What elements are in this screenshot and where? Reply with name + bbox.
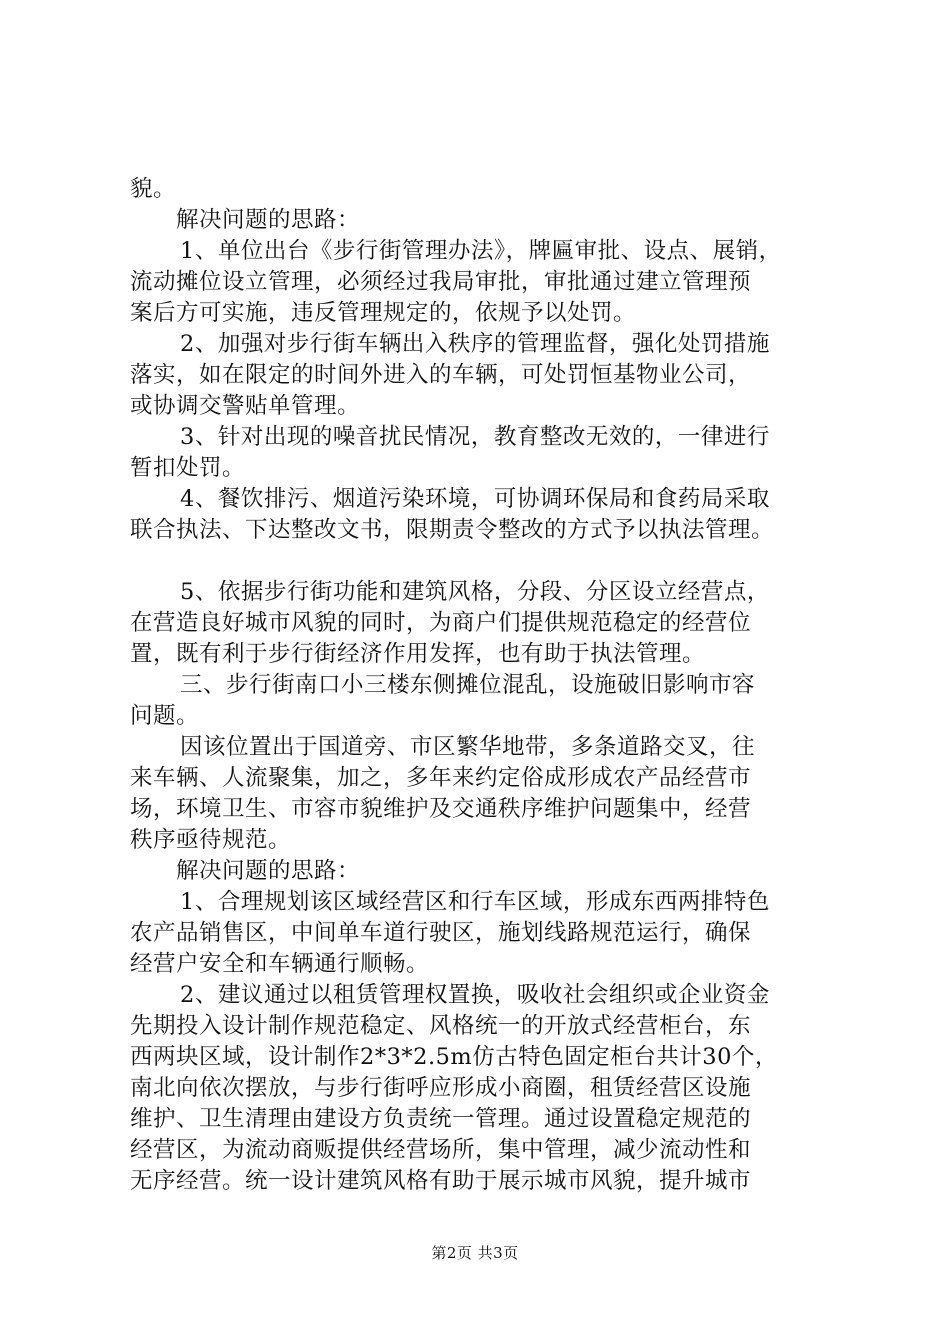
text-line: 5、依据步行街功能和建筑风格，分段、分区设立经营点， (180, 579, 770, 605)
text-line: 问题。 (130, 703, 200, 729)
text-line: 秩序亟待规范。 (130, 827, 292, 853)
text-line: 落实，如在限定的时间外进入的车辆，可处罚恒基物业公司， (130, 362, 752, 388)
text-line: 3、针对出现的噪音扰民情况，教育整改无效的，一律进行 (180, 424, 770, 450)
text-line: 暂扣处罚。 (130, 455, 246, 481)
text-line: 在营造良好城市风貌的同时，为商户们提供规范稳定的经营位 (130, 610, 752, 636)
text-line: 1、单位出台《步行街管理办法》，牌匾审批、设点、展销， (180, 238, 782, 264)
text-line: 1、合理规划该区域经营区和行车区域，形成东西两排特色 (180, 889, 770, 915)
paragraph-gap (130, 546, 860, 577)
text-line: 来车辆、人流聚集，加之，多年来约定俗成形成农产品经营市 (130, 765, 752, 791)
section-heading: 解决问题的思路： (176, 207, 361, 233)
text-line: 西两块区域，设计制作2*3*2.5m仿古特色固定柜台共计30个， (130, 1044, 778, 1070)
text-line: 南北向依次摆放，与步行街呼应形成小商圈，租赁经营区设施 (130, 1075, 752, 1101)
text-line: 或协调交警贴单管理。 (130, 393, 361, 419)
text-line: 联合执法、下达整改文书，限期责令整改的方式予以执法管理。 (130, 517, 775, 543)
text-line: 经营区，为流动商贩提供经营场所，集中管理，减少流动性和 (130, 1137, 752, 1163)
text-line: 2、建议通过以租赁管理权置换，吸收社会组织或企业资金 (180, 982, 770, 1008)
text-line: 流动摊位设立管理，必须经过我局审批，审批通过建立管理预 (130, 269, 752, 295)
text-line: 经营户安全和车辆通行顺畅。 (130, 951, 430, 977)
text-line: 先期投入设计制作规范稳定、风格统一的开放式经营柜台，东 (130, 1013, 752, 1039)
page-number-footer: 第2页 共3页 (431, 1244, 519, 1262)
text-line: 4、餐饮排污、烟道污染环境，可协调环保局和食药局采取 (180, 486, 770, 512)
text-line: 场，环境卫生、市容市貌维护及交通秩序维护问题集中，经营 (130, 796, 752, 822)
text-line: 2、加强对步行街车辆出入秩序的管理监督，强化处罚措施 (180, 331, 770, 357)
text-line: 因该位置出于国道旁、市区繁华地带，多条道路交叉，往 (180, 734, 756, 760)
text-line: 无序经营。统一设计建筑风格有助于展示城市风貌，提升城市 (130, 1168, 752, 1194)
document-body (130, 174, 860, 1197)
text-line: 维护、卫生清理由建设方负责统一管理。通过设置稳定规范的 (130, 1106, 752, 1132)
text-line: 貌。 (130, 176, 177, 202)
text-line: 置，既有利于步行街经济作用发挥，也有助于执法管理。 (130, 641, 706, 667)
text-line: 案后方可实施，违反管理规定的，依规予以处罚。 (130, 300, 637, 326)
section-heading: 三、步行街南口小三楼东侧摊位混乱，设施破旧影响市容 (180, 672, 756, 698)
section-heading: 解决问题的思路： (176, 858, 361, 884)
text-line: 农产品销售区，中间单车道行驶区，施划线路规范运行，确保 (130, 920, 752, 946)
